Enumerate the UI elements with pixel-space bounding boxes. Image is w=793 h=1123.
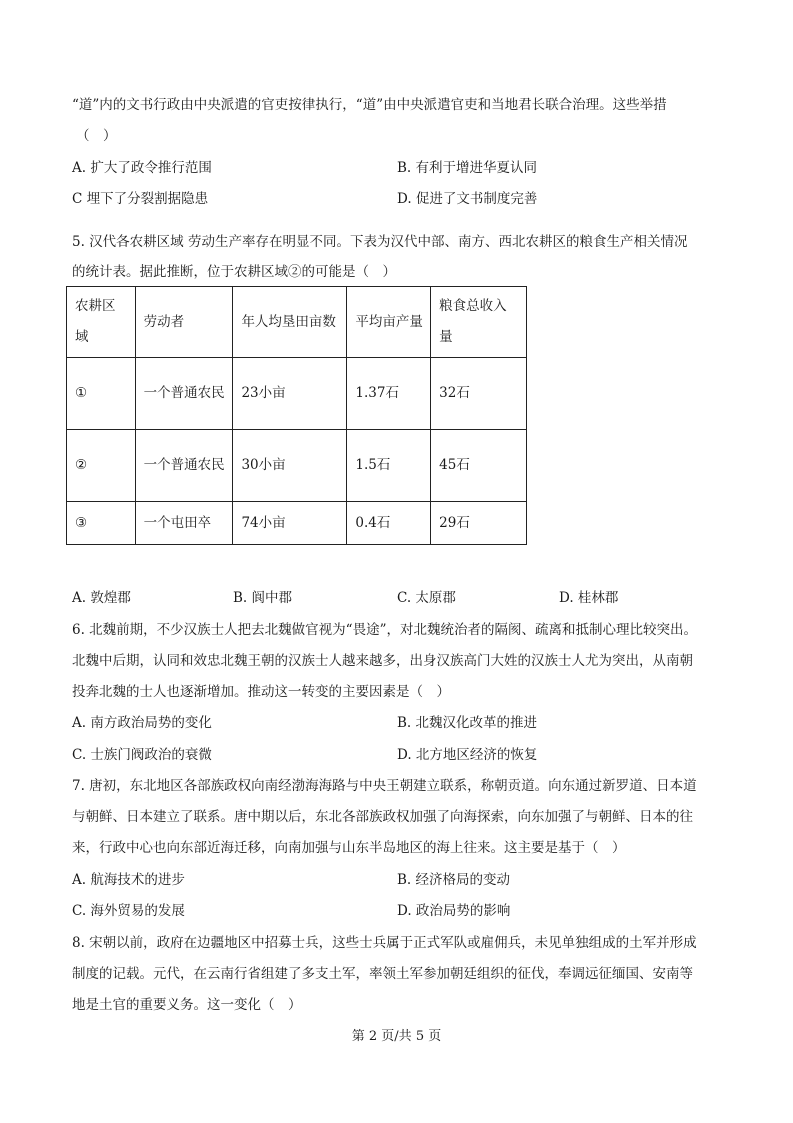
table-cell: 29石 [431, 502, 527, 545]
q7-option-d[interactable]: D. 政治局势的影响 [397, 903, 511, 919]
q6-option-b[interactable]: B. 北魏汉化改革的推进 [397, 715, 538, 731]
table-cell: 74小亩 [233, 502, 347, 545]
table-cell: 1.37石 [347, 358, 431, 430]
table-cell: 1.5石 [347, 430, 431, 502]
header-cell: 农耕区域 [67, 287, 136, 358]
table-cell: 一个普通农民 [135, 358, 233, 430]
header-cell: 劳动者 [135, 287, 233, 358]
q8-stem-line-2: 制度的记载。元代，在云南行省组建了多支土军，率领土军参加朝廷组织的征伐，奉调远征缅国、安南等 [72, 966, 693, 982]
table-row [67, 502, 527, 545]
header-cell: 平均亩产量 [347, 287, 431, 358]
table-cell: ② [67, 430, 136, 502]
table-row [67, 358, 527, 430]
q6-option-d[interactable]: D. 北方地区经济的恢复 [397, 747, 538, 763]
q5-option-d[interactable]: D. 桂林郡 [559, 590, 619, 606]
q8-stem-line-1: 8. 宋朝以前，政府在边疆地区中招募士兵，这些士兵属于正式军队或雇佣兵，未见单独组成的土军并形成 [72, 935, 697, 951]
q7-stem-line-3: 来，行政中心也向东部近海迁移，向南加强与山东半岛地区的海上往来。这主要是基于（ ） [72, 840, 626, 856]
table-cell: 30小亩 [233, 430, 347, 502]
q7-option-a[interactable]: A. 航海技术的进步 [72, 872, 185, 888]
q8-stem-line-3: 地是土官的重要义务。这一变化（ ） [72, 997, 302, 1013]
q6-stem-line-1: 6. 北魏前期，不少汉族士人把去北魏做官视为“畏途”，对北魏统治者的隔阂、疏离和抵制心理比较突出。 [72, 622, 697, 638]
q7-option-c[interactable]: C. 海外贸易的发展 [72, 903, 185, 919]
table-cell: ① [67, 358, 136, 430]
q5-option-b[interactable]: B. 阆中郡 [233, 590, 293, 606]
q6-stem-line-3: 投奔北魏的士人也逐渐增加。推动这一转变的主要因素是（ ） [72, 684, 450, 700]
q6-option-a[interactable]: A. 南方政治局势的变化 [72, 715, 212, 731]
table-header-row [67, 287, 527, 358]
q4-option-b[interactable]: B. 有利于增进华夏认同 [397, 160, 538, 176]
table-cell: 23小亩 [233, 358, 347, 430]
q4-answer-blank: （ ） [76, 128, 117, 144]
grain-production-table [66, 286, 527, 545]
table-cell: 0.4石 [347, 502, 431, 545]
q7-option-b[interactable]: B. 经济格局的变动 [397, 872, 511, 888]
table-cell: 一个屯田卒 [135, 502, 233, 545]
table-cell: 一个普通农民 [135, 430, 233, 502]
q5-stem-line-1: 5. 汉代各农耕区域 劳动生产率存在明显不同。下表为汉代中部、南方、西北农耕区的粮食生产相关情况 [72, 234, 688, 250]
q5-option-c[interactable]: C. 太原郡 [397, 590, 456, 606]
q5-option-a[interactable]: A. 敦煌郡 [72, 590, 131, 606]
table-cell: 32石 [431, 358, 527, 430]
header-cell: 粮食总收入量 [431, 287, 527, 358]
table-cell: ③ [67, 502, 136, 545]
q4-option-a[interactable]: A. 扩大了政令推行范围 [72, 160, 212, 176]
q7-stem-line-2: 与朝鲜、日本建立了联系。唐中期以后，东北各部族政权加强了向海探索，向东加强了与朝鲜、日本的往 [72, 809, 693, 825]
header-cell: 年人均垦田亩数 [233, 287, 347, 358]
table-row [67, 430, 527, 502]
q5-stem-line-2: 的统计表。据此推断，位于农耕区域②的可能是（ ） [72, 264, 396, 280]
q7-stem-line-1: 7. 唐初，东北地区各部族政权向南经渤海海路与中央王朝建立联系，称朝贡道。向东通过新罗道、日本道 [72, 778, 697, 794]
q6-option-c[interactable]: C. 士族门阀政治的衰微 [72, 747, 212, 763]
table-cell: 45石 [431, 430, 527, 502]
q4-stem-line: “道”内的文书行政由中央派遣的官吏按律执行，“道”由中央派遣官吏和当地君长联合治理。这些举措 [72, 97, 667, 113]
q4-option-d[interactable]: D. 促进了文书制度完善 [397, 191, 538, 207]
q6-stem-line-2: 北魏中后期，认同和效忠北魏王朝的汉族士人越来越多，出身汉族高门大姓的汉族士人尤为突出，从南朝 [72, 653, 693, 669]
page-number: 第 2 页/共 5 页 [351, 1029, 442, 1044]
q4-option-c[interactable]: C 埋下了分裂割据隐患 [72, 191, 209, 207]
